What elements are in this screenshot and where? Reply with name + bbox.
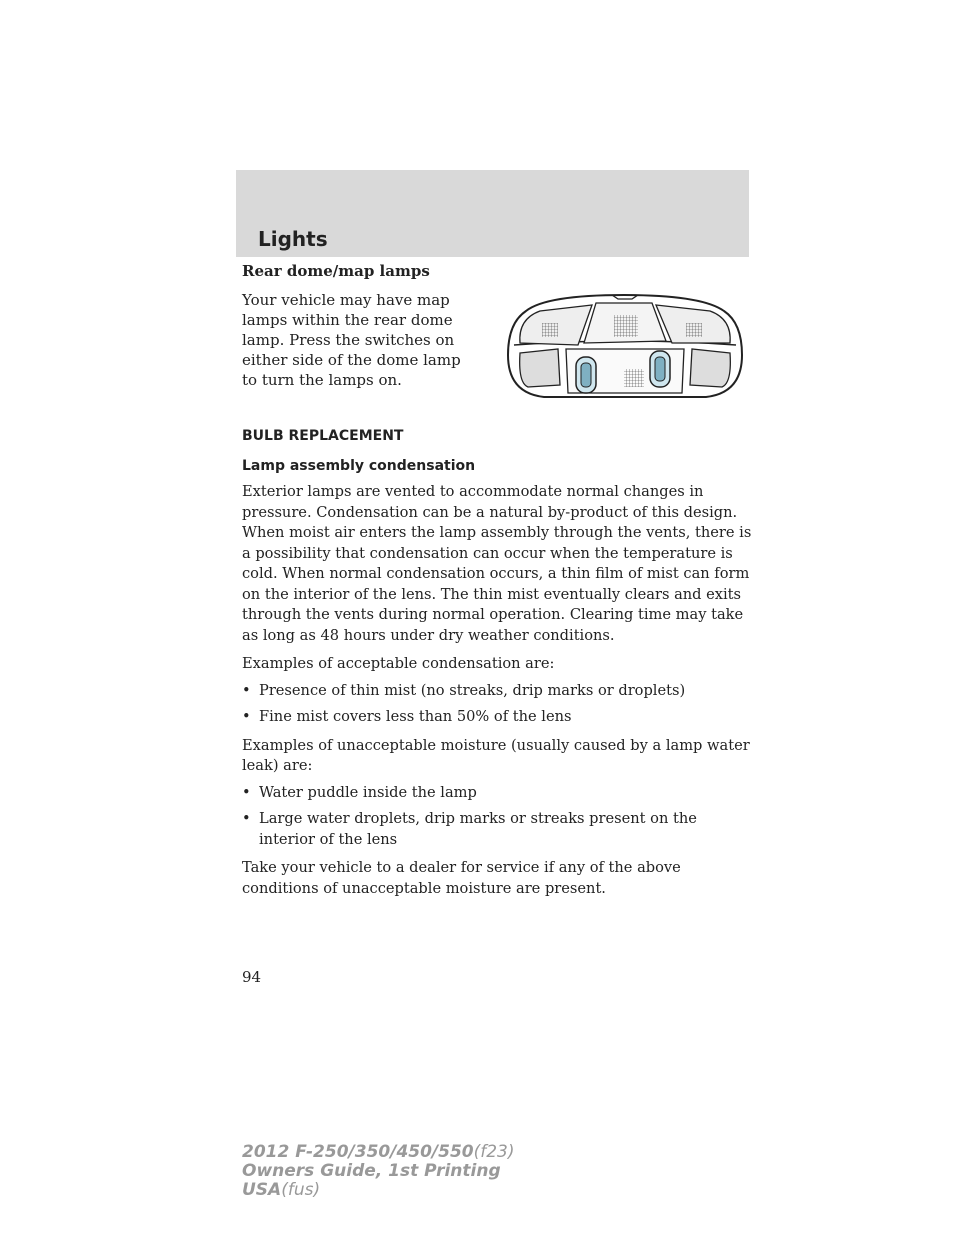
- list-item: • Water puddle inside the lamp: [242, 783, 757, 804]
- closing-paragraph: Take your vehicle to a dealer for service if any of the above conditions of unacceptable moisture are present.: [242, 859, 681, 897]
- section-title: Lights: [258, 227, 328, 251]
- page-number: 94: [242, 968, 262, 986]
- condensation-paragraph: Exterior lamps are vented to accommodate normal changes in pressure. Condensation can be a natural by-product of this design. When moist air enters the lamp assembly through the vents, there is a possibility that condensation can occur when the temperature is cold. When normal condensation occurs, a thin film of mist can form on the interior of the lens. The thin mist eventually clears and exits through the vents during normal operation. Clearing time may take as long as 48 hours under dry weather conditions.: [242, 483, 752, 644]
- list-item: • Large water droplets, drip marks or streaks present on the interior of the lens: [242, 809, 757, 850]
- rear-dome-text: Your vehicle may have map lamps within the rear dome lamp. Press the switches on either side of the dome lamp to turn the lamps on.: [242, 291, 461, 389]
- footer-market-code: (fus): [281, 1180, 321, 1200]
- bulb-replacement-heading: BULB REPLACEMENT: [242, 428, 404, 444]
- rear-dome-lamp-illustration-icon: [506, 293, 744, 403]
- footer-model: 2012 F-250/350/450/550: [242, 1142, 474, 1162]
- unacceptable-intro: Examples of unacceptable moisture (usually caused by a lamp water leak) are:: [242, 736, 750, 774]
- rear-dome-heading: Rear dome/map lamps: [242, 262, 430, 280]
- condensation-heading: Lamp assembly condensation: [242, 458, 476, 474]
- list-item: • Fine mist covers less than 50% of the lens: [242, 707, 757, 728]
- acceptable-intro: Examples of acceptable condensation are:: [242, 655, 555, 672]
- unacceptable-list: [242, 783, 757, 851]
- section-header-band: [236, 170, 749, 257]
- list-item: • Presence of thin mist (no streaks, drip marks or droplets): [242, 681, 757, 702]
- footer-edition: Owners Guide, 1st Printing: [242, 1161, 501, 1181]
- footer-market: USA: [242, 1180, 282, 1200]
- document-footer: [242, 1143, 515, 1200]
- condensation-section: [242, 458, 757, 899]
- acceptable-list: [242, 681, 757, 728]
- footer-model-code: (f23): [473, 1142, 515, 1162]
